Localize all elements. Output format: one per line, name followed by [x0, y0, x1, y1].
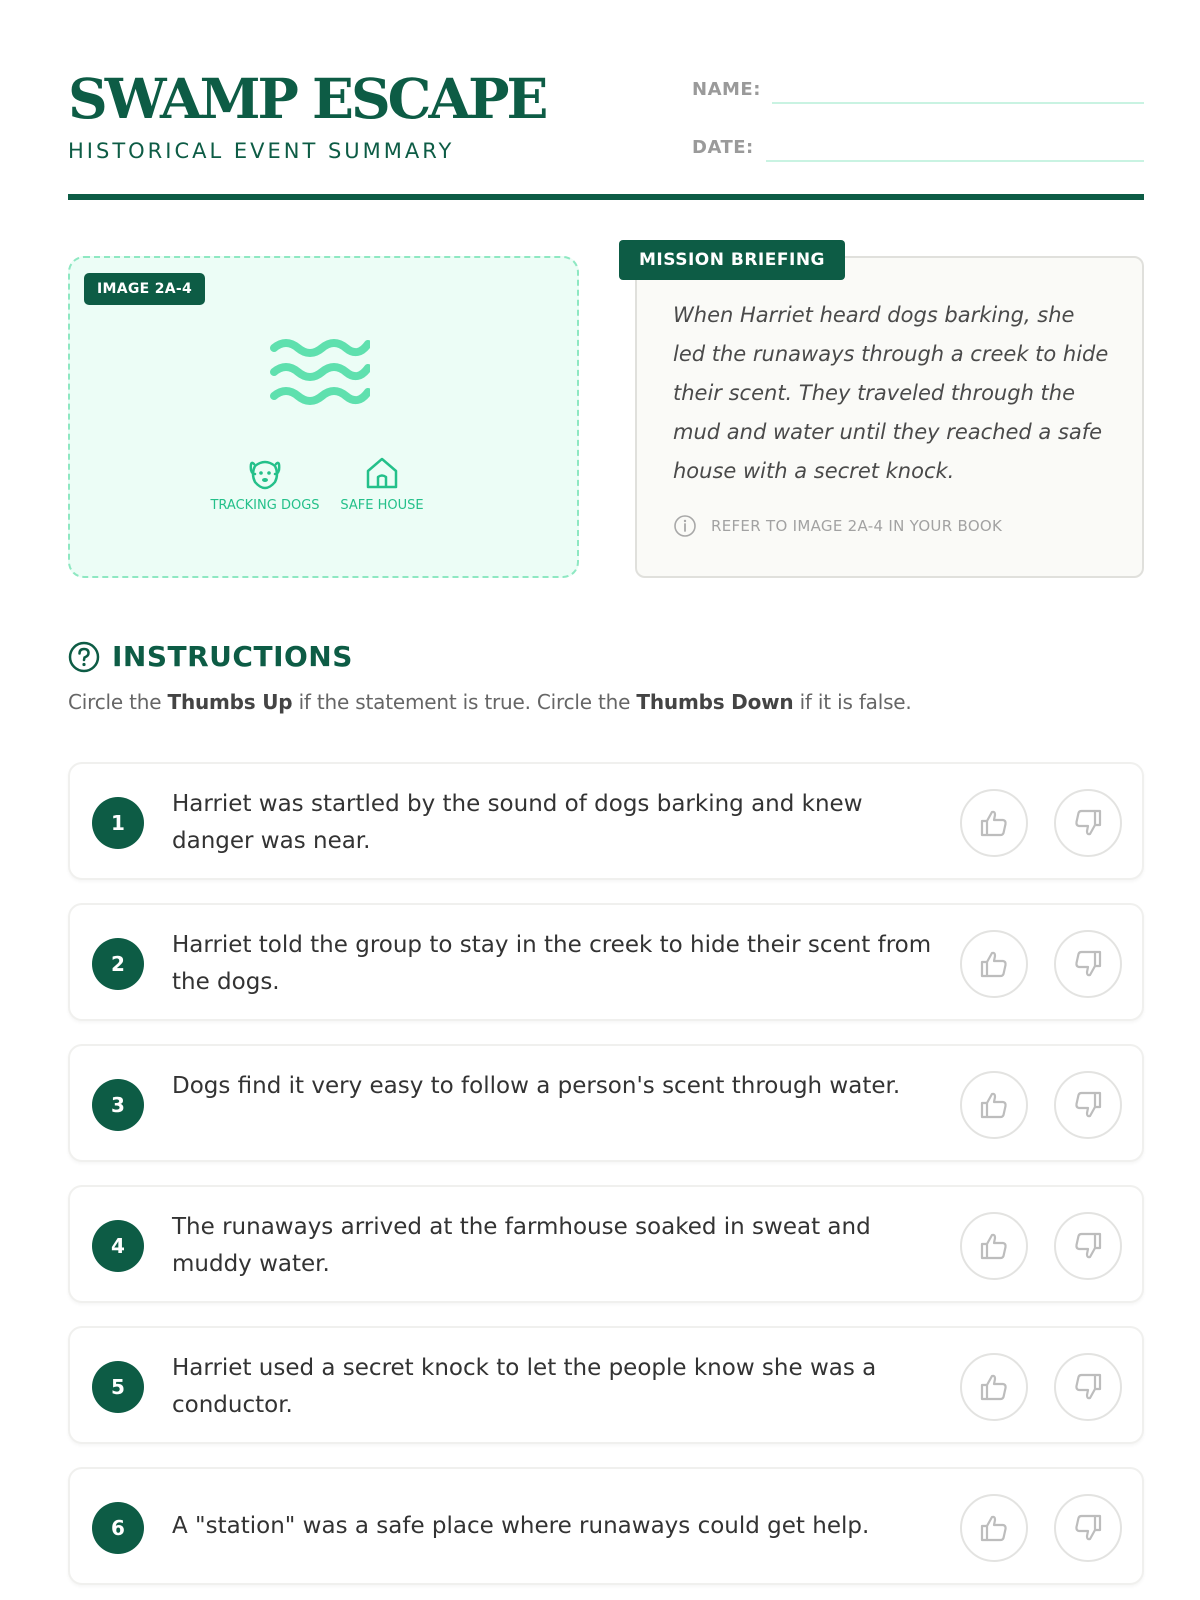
- instructions-text-part: if the statement is true. Circle the: [292, 690, 637, 714]
- briefing-tag: MISSION BRIEFING: [619, 240, 845, 280]
- statement-row-1: [68, 762, 1144, 880]
- thumbs-up-icon: [978, 1371, 1010, 1403]
- statement-row-4: [68, 1185, 1144, 1303]
- thumbs-down-button[interactable]: [1054, 1212, 1122, 1280]
- thumbs-up-button[interactable]: [960, 1212, 1028, 1280]
- statement-text: The runaways arrived at the farmhouse soaked in sweat and muddy water.: [172, 1214, 871, 1277]
- thumbs-up-button[interactable]: [960, 1494, 1028, 1562]
- thumbs-down-button[interactable]: [1054, 1494, 1122, 1562]
- thumbs-up-button[interactable]: [960, 789, 1028, 857]
- thumbs-up-button[interactable]: [960, 1071, 1028, 1139]
- thumbs-up-icon: [978, 948, 1010, 980]
- thumbs-down-icon: [1072, 1230, 1104, 1262]
- tracking-dogs-item: [206, 454, 324, 513]
- statement-number: 4: [92, 1220, 144, 1272]
- thumbs-down-icon: [1072, 1512, 1104, 1544]
- statement-number: 6: [92, 1502, 144, 1554]
- statement-row-5: [68, 1326, 1144, 1444]
- safe-house-item: [332, 454, 432, 513]
- thumbs-up-button[interactable]: [960, 1353, 1028, 1421]
- header-divider: [68, 194, 1144, 200]
- page-title: SWAMP ESCAPE: [68, 66, 546, 131]
- thumbs-down-button[interactable]: [1054, 789, 1122, 857]
- statement-text: Harriet used a secret knock to let the people know she was a conductor.: [172, 1355, 877, 1418]
- thumbs-up-icon: [978, 1089, 1010, 1121]
- thumbs-up-icon: [978, 1230, 1010, 1262]
- statement-text: Dogs find it very easy to follow a person's scent through water.: [172, 1073, 901, 1099]
- statement-row-6: [68, 1467, 1144, 1585]
- date-label: DATE:: [692, 137, 754, 158]
- thumbs-up-icon: [978, 807, 1010, 839]
- worksheet-page: [68, 0, 1144, 1600]
- thumbs-down-button[interactable]: [1054, 1071, 1122, 1139]
- question-icon: [68, 641, 100, 673]
- thumbs-down-icon: [1072, 807, 1104, 839]
- thumbs-down-button[interactable]: [1054, 930, 1122, 998]
- statement-number: 1: [92, 797, 144, 849]
- house-icon: [363, 454, 401, 492]
- statement-text: Harriet was startled by the sound of dogs barking and knew danger was near.: [172, 791, 863, 854]
- mission-briefing: [635, 250, 1144, 578]
- instructions-thumbs-down-label: Thumbs Down: [636, 690, 794, 714]
- instructions-heading: [68, 640, 353, 673]
- briefing-text: When Harriet heard dogs barking, she led the runaways through a creek to hide their scent. They traveled through the mud and water until they reached a safe house with a secret knock.: [673, 303, 1109, 483]
- statement-row-3: [68, 1044, 1144, 1162]
- statement-text: A "station" was a safe place where runaways could get help.: [172, 1513, 870, 1539]
- statement-number: 3: [92, 1079, 144, 1131]
- statement-number: 2: [92, 938, 144, 990]
- info-icon: [673, 514, 697, 538]
- worksheet-header: [68, 66, 1144, 202]
- thumbs-down-icon: [1072, 948, 1104, 980]
- thumbs-up-button[interactable]: [960, 930, 1028, 998]
- briefing-reference-text: REFER TO IMAGE 2A-4 IN YOUR BOOK: [711, 517, 1003, 535]
- thumbs-up-icon: [978, 1512, 1010, 1544]
- thumbs-down-button[interactable]: [1054, 1353, 1122, 1421]
- instructions-text: [68, 690, 912, 714]
- instructions-title: INSTRUCTIONS: [112, 640, 353, 673]
- statement-number: 5: [92, 1361, 144, 1413]
- thumbs-down-icon: [1072, 1089, 1104, 1121]
- page-subtitle: HISTORICAL EVENT SUMMARY: [68, 139, 455, 163]
- instructions-text-part: if it is false.: [793, 690, 912, 714]
- tracking-dogs-caption: TRACKING DOGS: [210, 498, 320, 513]
- name-label: NAME:: [692, 79, 761, 100]
- image-panel: [68, 256, 579, 578]
- statement-text: Harriet told the group to stay in the creek to hide their scent from the dogs.: [172, 932, 932, 995]
- statement-row-2: [68, 903, 1144, 1021]
- safe-house-caption: SAFE HOUSE: [340, 498, 424, 513]
- name-field[interactable]: [772, 102, 1144, 104]
- instructions-thumbs-up-label: Thumbs Up: [167, 690, 293, 714]
- dog-icon: [246, 454, 284, 492]
- water-waves-icon: [270, 334, 370, 410]
- date-field[interactable]: [766, 160, 1144, 162]
- image-tag: IMAGE 2A-4: [84, 273, 205, 305]
- briefing-reference: [673, 514, 1002, 538]
- instructions-text-part: Circle the: [68, 690, 168, 714]
- thumbs-down-icon: [1072, 1371, 1104, 1403]
